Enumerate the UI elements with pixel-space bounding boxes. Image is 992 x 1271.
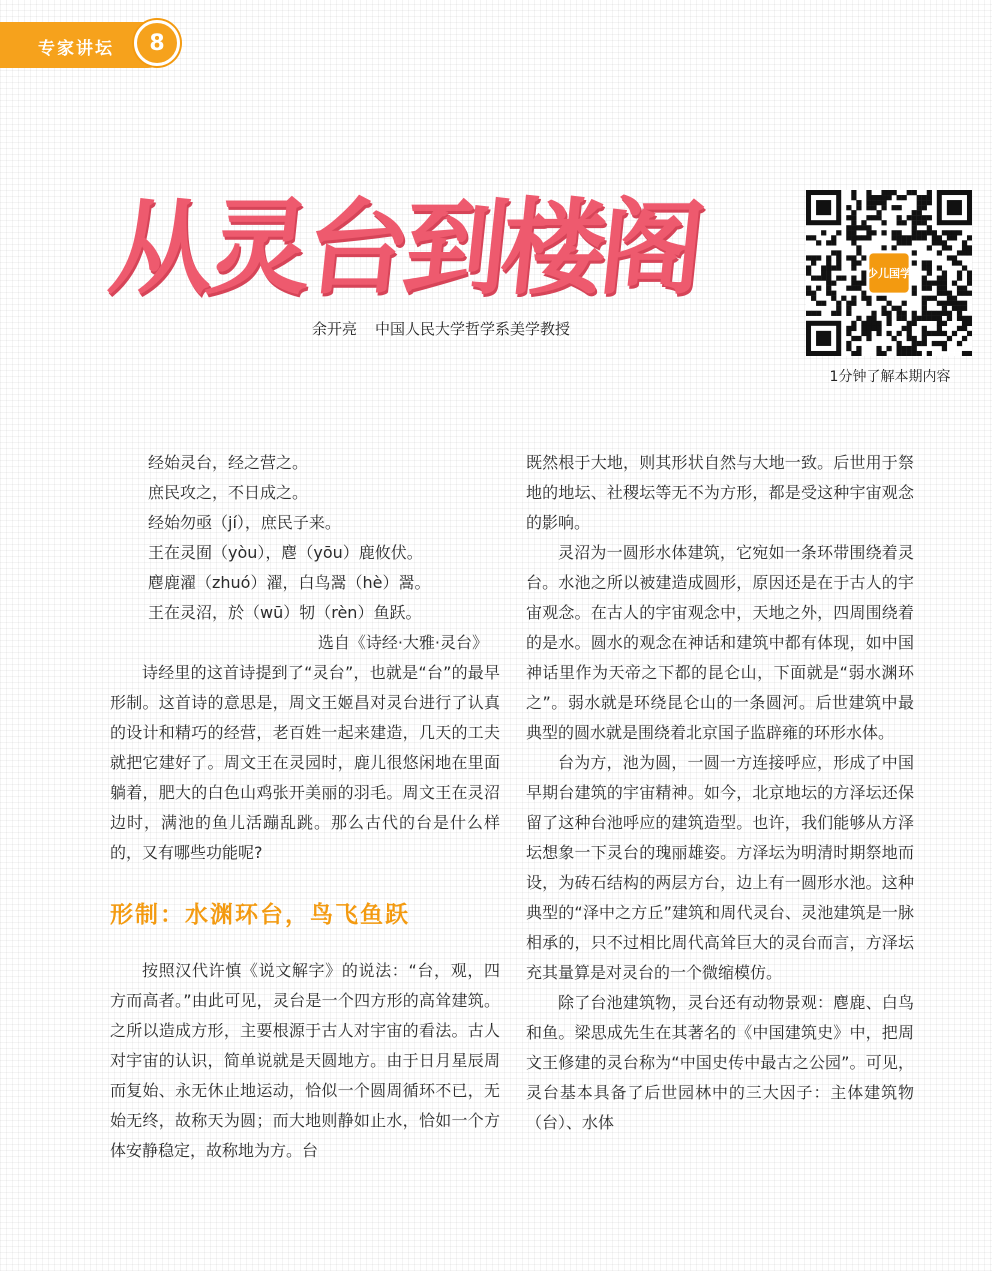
paragraph: 按照汉代许慎《说文解字》的说法：“台，观，四方而高者。”由此可见，灵台是一个四方形的高耸建筑。之所以造成方形，主要根源于古人对宇宙的看法。古人对宇宙的认识，简单说就是天圆地方。由于日月星辰周而复始、永无休止地运动，恰似一个圆周循环不已，无始无终，故称天为圆；而大地则静如止水，恰如一个方体安静稳定，故称地为方。台: [110, 961, 500, 1160]
author-name: 余开亮: [312, 320, 358, 338]
poem: [110, 448, 500, 628]
poem-line: 经始勿亟（jí），庶民子来。: [148, 513, 341, 532]
poem-line: 王在灵沼，於（wū）牣（rèn）鱼跃。: [148, 603, 422, 622]
poem-line: 庶民攻之，不日成之。: [148, 483, 309, 502]
paragraph: 台为方，池为圆，一圆一方连接呼应，形成了中国早期台建筑的宇宙精神。如今，北京地坛的方泽坛还保留了这种台池呼应的建筑造型。也许，我们能够从方泽坛想象一下灵台的瑰丽雄姿。方泽坛为明清时期祭地而设，为砖石结构的两层方台，边上有一圆形水池。这种典型的“泽中之方丘”建筑和周代灵台、灵池建筑是一脉相承的，只不过相比周代高耸巨大的灵台而言，方泽坛充其量算是对灵台的一个微缩模仿。: [526, 753, 914, 982]
author-affiliation: 中国人民大学哲学系美学教授: [375, 320, 571, 338]
poem-line: 王在灵囿（yòu），麀（yōu）鹿攸伏。: [148, 543, 423, 562]
section-tab-label: 专家讲坛: [38, 39, 114, 59]
qr-code-image: [806, 190, 972, 356]
right-column: [526, 448, 914, 1138]
paragraph: 灵沼为一圆形水体建筑，它宛如一条环带围绕着灵台。水池之所以被建造成圆形，原因还是在于古人的宇宙观念。在古人的宇宙观念中，天地之外，四周围绕着的是水。圆水的观念在神话和建筑中都有体现，如中国神话里作为天帝之下都的昆仑山，下面就是“弱水渊环之”。弱水就是环绕昆仑山的一条圆河。后世建筑中最典型的圆水就是围绕着北京国子监辟雍的环形水体。: [526, 543, 914, 742]
left-column: [110, 448, 500, 1166]
poem-source: 选自《诗经·大雅·灵台》: [317, 633, 488, 652]
qr-caption: 1分钟了解本期内容: [829, 369, 951, 385]
qr-code[interactable]: [806, 190, 972, 356]
poem-line: 经始灵台，经之营之。: [148, 453, 309, 472]
paragraph: 除了台池建筑物，灵台还有动物景观：麀鹿、白鸟和鱼。梁思成先生在其著名的《中国建筑史》中，把周文王修建的灵台称为“中国史传中最古之公园”。可见，灵台基本具备了后世园林中的三大因子：主体建筑物（台）、水体: [526, 993, 914, 1132]
page-number: 8: [134, 20, 180, 66]
section-heading: 形制：水渊环台，鸟飞鱼跃: [110, 902, 410, 928]
paragraph: 既然根于大地，则其形状自然与大地一致。后世用于祭地的地坛、社稷坛等无不为方形，都是受这种宇宙观念的影响。: [526, 453, 914, 532]
article-title: 从灵台到楼阁: [103, 187, 705, 309]
poem-line: 麀鹿濯（zhuó）濯，白鸟翯（hè）翯。: [148, 573, 431, 592]
byline: [312, 318, 570, 339]
paragraph: 诗经里的这首诗提到了“灵台”，也就是“台”的最早形制。这首诗的意思是，周文王姬昌对灵台进行了认真的设计和精巧的经营，老百姓一起来建造，几天的工夫就把它建好了。周文王在灵园时，鹿儿很悠闲地在里面躺着，肥大的白色山鸡张开美丽的羽毛。周文王在灵沼边时，满池的鱼儿活蹦乱跳。那么古代的台是什么样的，又有哪些功能呢?: [110, 663, 500, 862]
qr-center-logo-text: 少儿国学: [867, 267, 911, 280]
